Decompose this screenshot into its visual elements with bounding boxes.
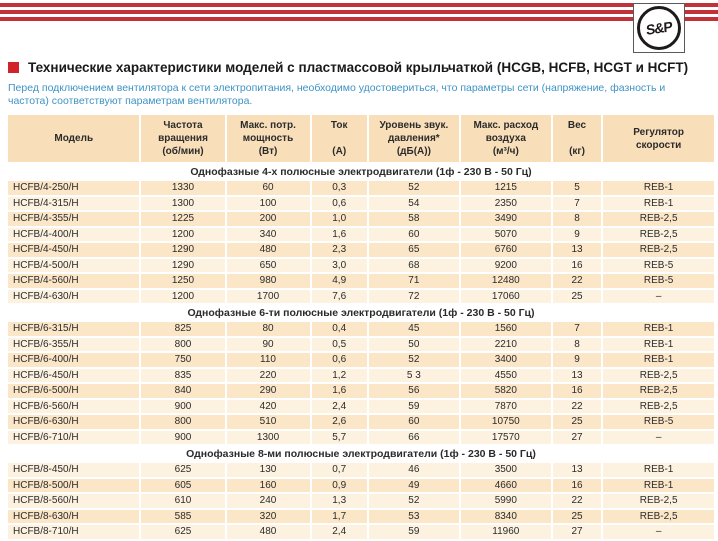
table-row bbox=[8, 494, 714, 508]
cell-power: 980 bbox=[227, 274, 310, 288]
cell-weight: 9 bbox=[553, 228, 601, 242]
cell-rpm: 1200 bbox=[141, 228, 224, 242]
cell-current: 1,6 bbox=[312, 384, 367, 398]
cell-current: 0,3 bbox=[312, 181, 367, 195]
cell-weight: 27 bbox=[553, 525, 601, 539]
cell-rpm: 800 bbox=[141, 415, 224, 429]
cell-power: 650 bbox=[227, 259, 310, 273]
column-header-noise: Уровень звук. давления* (дБ(А)) bbox=[369, 115, 459, 162]
cell-power: 340 bbox=[227, 228, 310, 242]
column-header-current: Ток (А) bbox=[312, 115, 367, 162]
cell-power: 1300 bbox=[227, 431, 310, 445]
cell-regulator: REB-2,5 bbox=[603, 228, 714, 242]
cell-weight: 8 bbox=[553, 212, 601, 226]
cell-airflow: 5820 bbox=[461, 384, 551, 398]
cell-weight: 5 bbox=[553, 181, 601, 195]
cell-weight: 25 bbox=[553, 290, 601, 304]
cell-model: HCFB/4-315/H bbox=[8, 197, 139, 211]
cell-airflow: 10750 bbox=[461, 415, 551, 429]
cell-weight: 22 bbox=[553, 274, 601, 288]
cell-model: HCFB/6-630/H bbox=[8, 415, 139, 429]
cell-regulator: REB-2,5 bbox=[603, 384, 714, 398]
cell-regulator: REB-1 bbox=[603, 338, 714, 352]
cell-regulator: REB-2,5 bbox=[603, 369, 714, 383]
brand-stripe bbox=[0, 3, 718, 7]
cell-rpm: 825 bbox=[141, 322, 224, 336]
column-header-rpm: Частота вращения (об/мин) bbox=[141, 115, 224, 162]
cell-airflow: 2210 bbox=[461, 338, 551, 352]
cell-airflow: 3500 bbox=[461, 463, 551, 477]
table-row bbox=[8, 322, 714, 336]
cell-regulator: REB-1 bbox=[603, 463, 714, 477]
cell-rpm: 1290 bbox=[141, 259, 224, 273]
cell-weight: 8 bbox=[553, 338, 601, 352]
table-row bbox=[8, 431, 714, 445]
cell-current: 0,5 bbox=[312, 338, 367, 352]
cell-regulator: – bbox=[603, 431, 714, 445]
cell-current: 2,4 bbox=[312, 400, 367, 414]
sp-logo-text: S&P bbox=[645, 18, 673, 38]
cell-rpm: 1225 bbox=[141, 212, 224, 226]
cell-current: 0,6 bbox=[312, 353, 367, 367]
cell-airflow: 3400 bbox=[461, 353, 551, 367]
cell-noise: 53 bbox=[369, 510, 459, 524]
cell-regulator: REB-1 bbox=[603, 181, 714, 195]
cell-power: 510 bbox=[227, 415, 310, 429]
section-header-row bbox=[8, 305, 714, 320]
cell-model: HCFB/4-630/H bbox=[8, 290, 139, 304]
cell-weight: 16 bbox=[553, 384, 601, 398]
cell-regulator: REB-2,5 bbox=[603, 243, 714, 257]
column-header-model: Модель bbox=[8, 115, 139, 162]
cell-airflow: 8340 bbox=[461, 510, 551, 524]
cell-airflow: 1215 bbox=[461, 181, 551, 195]
cell-regulator: REB-1 bbox=[603, 197, 714, 211]
table-row bbox=[8, 197, 714, 211]
cell-model: HCFB/4-250/H bbox=[8, 181, 139, 195]
cell-rpm: 625 bbox=[141, 525, 224, 539]
cell-noise: 54 bbox=[369, 197, 459, 211]
cell-noise: 5 3 bbox=[369, 369, 459, 383]
cell-rpm: 800 bbox=[141, 338, 224, 352]
cell-noise: 52 bbox=[369, 494, 459, 508]
cell-rpm: 625 bbox=[141, 463, 224, 477]
cell-noise: 68 bbox=[369, 259, 459, 273]
table-row bbox=[8, 369, 714, 383]
cell-weight: 25 bbox=[553, 415, 601, 429]
section-title: Однофазные 8-ми полюсные электродвигатели (1ф - 230 В - 50 Гц) bbox=[8, 446, 714, 461]
cell-weight: 7 bbox=[553, 322, 601, 336]
cell-current: 1,0 bbox=[312, 212, 367, 226]
cell-model: HCFB/4-560/H bbox=[8, 274, 139, 288]
spec-table bbox=[6, 113, 716, 541]
cell-airflow: 17570 bbox=[461, 431, 551, 445]
cell-noise: 60 bbox=[369, 415, 459, 429]
brand-header bbox=[0, 0, 718, 54]
section-title: Однофазные 4-х полюсные электродвигатели (1ф - 230 В - 50 Гц) bbox=[8, 164, 714, 179]
cell-current: 0,9 bbox=[312, 479, 367, 493]
cell-weight: 27 bbox=[553, 431, 601, 445]
cell-regulator: REB-2,5 bbox=[603, 494, 714, 508]
cell-airflow: 1560 bbox=[461, 322, 551, 336]
cell-power: 240 bbox=[227, 494, 310, 508]
cell-regulator: REB-2,5 bbox=[603, 510, 714, 524]
cell-noise: 59 bbox=[369, 525, 459, 539]
column-header-airflow: Макс. расход воздуха (м³/ч) bbox=[461, 115, 551, 162]
cell-power: 100 bbox=[227, 197, 310, 211]
cell-regulator: REB-1 bbox=[603, 353, 714, 367]
cell-weight: 16 bbox=[553, 479, 601, 493]
cell-current: 4,9 bbox=[312, 274, 367, 288]
table-row bbox=[8, 400, 714, 414]
cell-model: HCFB/6-315/H bbox=[8, 322, 139, 336]
cell-regulator: REB-5 bbox=[603, 259, 714, 273]
cell-airflow: 6760 bbox=[461, 243, 551, 257]
cell-rpm: 1200 bbox=[141, 290, 224, 304]
cell-rpm: 835 bbox=[141, 369, 224, 383]
cell-current: 3,0 bbox=[312, 259, 367, 273]
cell-model: HCFB/4-400/H bbox=[8, 228, 139, 242]
cell-current: 1,3 bbox=[312, 494, 367, 508]
cell-weight: 7 bbox=[553, 197, 601, 211]
cell-regulator: – bbox=[603, 525, 714, 539]
cell-airflow: 4550 bbox=[461, 369, 551, 383]
cell-regulator: REB-2,5 bbox=[603, 212, 714, 226]
cell-airflow: 11960 bbox=[461, 525, 551, 539]
section-title: Однофазные 6-ти полюсные электродвигатели (1ф - 230 В - 50 Гц) bbox=[8, 305, 714, 320]
section-header-row bbox=[8, 164, 714, 179]
cell-power: 110 bbox=[227, 353, 310, 367]
cell-noise: 60 bbox=[369, 228, 459, 242]
cell-regulator: REB-2,5 bbox=[603, 400, 714, 414]
cell-model: HCFB/4-355/H bbox=[8, 212, 139, 226]
cell-model: HCFB/6-450/H bbox=[8, 369, 139, 383]
table-row bbox=[8, 463, 714, 477]
cell-rpm: 585 bbox=[141, 510, 224, 524]
cell-noise: 52 bbox=[369, 181, 459, 195]
cell-power: 160 bbox=[227, 479, 310, 493]
cell-airflow: 9200 bbox=[461, 259, 551, 273]
cell-model: HCFB/8-500/H bbox=[8, 479, 139, 493]
cell-rpm: 1290 bbox=[141, 243, 224, 257]
section-header-row bbox=[8, 446, 714, 461]
cell-regulator: REB-1 bbox=[603, 479, 714, 493]
cell-airflow: 5070 bbox=[461, 228, 551, 242]
cell-model: HCFB/8-560/H bbox=[8, 494, 139, 508]
cell-weight: 13 bbox=[553, 243, 601, 257]
cell-rpm: 605 bbox=[141, 479, 224, 493]
page-title: Технические характеристики моделей с пластмассовой крыльчаткой (HCGB, HCFB, HCGT и HCFT) bbox=[28, 60, 689, 75]
cell-rpm: 610 bbox=[141, 494, 224, 508]
cell-power: 290 bbox=[227, 384, 310, 398]
cell-power: 1700 bbox=[227, 290, 310, 304]
table-row bbox=[8, 384, 714, 398]
cell-current: 0,6 bbox=[312, 197, 367, 211]
cell-rpm: 1250 bbox=[141, 274, 224, 288]
cell-rpm: 1300 bbox=[141, 197, 224, 211]
cell-weight: 25 bbox=[553, 510, 601, 524]
table-row bbox=[8, 479, 714, 493]
table-row bbox=[8, 353, 714, 367]
cell-weight: 13 bbox=[553, 463, 601, 477]
cell-current: 0,4 bbox=[312, 322, 367, 336]
cell-power: 220 bbox=[227, 369, 310, 383]
table-row bbox=[8, 243, 714, 257]
table-row bbox=[8, 259, 714, 273]
cell-noise: 45 bbox=[369, 322, 459, 336]
table-row bbox=[8, 510, 714, 524]
cell-current: 2,6 bbox=[312, 415, 367, 429]
cell-rpm: 840 bbox=[141, 384, 224, 398]
cell-weight: 16 bbox=[553, 259, 601, 273]
cell-power: 90 bbox=[227, 338, 310, 352]
cell-weight: 22 bbox=[553, 400, 601, 414]
cell-model: HCFB/6-710/H bbox=[8, 431, 139, 445]
table-row bbox=[8, 338, 714, 352]
cell-power: 80 bbox=[227, 322, 310, 336]
brand-stripe bbox=[0, 17, 718, 21]
cell-rpm: 900 bbox=[141, 400, 224, 414]
cell-current: 1,2 bbox=[312, 369, 367, 383]
table-row bbox=[8, 181, 714, 195]
table-row bbox=[8, 274, 714, 288]
cell-noise: 66 bbox=[369, 431, 459, 445]
brand-stripe bbox=[0, 10, 718, 14]
cell-noise: 72 bbox=[369, 290, 459, 304]
cell-power: 480 bbox=[227, 525, 310, 539]
connection-warning-note: Перед подключением вентилятора к сети электропитания, необходимо удостовериться, что параметры сети (напряжение, фазность и частота) соответствуют параметрам вентилятора. bbox=[8, 82, 666, 107]
red-square-bullet-icon bbox=[8, 62, 19, 73]
cell-noise: 65 bbox=[369, 243, 459, 257]
cell-noise: 52 bbox=[369, 353, 459, 367]
cell-model: HCFB/6-355/H bbox=[8, 338, 139, 352]
table-row bbox=[8, 415, 714, 429]
cell-current: 5,7 bbox=[312, 431, 367, 445]
cell-power: 130 bbox=[227, 463, 310, 477]
cell-noise: 71 bbox=[369, 274, 459, 288]
cell-airflow: 7870 bbox=[461, 400, 551, 414]
cell-current: 0,7 bbox=[312, 463, 367, 477]
cell-power: 420 bbox=[227, 400, 310, 414]
cell-noise: 56 bbox=[369, 384, 459, 398]
table-row bbox=[8, 212, 714, 226]
title-row bbox=[0, 54, 718, 75]
cell-rpm: 750 bbox=[141, 353, 224, 367]
cell-noise: 50 bbox=[369, 338, 459, 352]
cell-noise: 46 bbox=[369, 463, 459, 477]
cell-noise: 49 bbox=[369, 479, 459, 493]
table-row bbox=[8, 290, 714, 304]
cell-model: HCFB/4-500/H bbox=[8, 259, 139, 273]
cell-model: HCFB/6-500/H bbox=[8, 384, 139, 398]
cell-weight: 22 bbox=[553, 494, 601, 508]
sp-logo bbox=[633, 3, 685, 53]
table-row bbox=[8, 228, 714, 242]
column-header-regulator: Регулятор скорости bbox=[603, 115, 714, 162]
cell-airflow: 3490 bbox=[461, 212, 551, 226]
column-header-power: Макс. потр. мощность (Вт) bbox=[227, 115, 310, 162]
cell-model: HCFB/8-630/H bbox=[8, 510, 139, 524]
cell-airflow: 4660 bbox=[461, 479, 551, 493]
cell-power: 480 bbox=[227, 243, 310, 257]
cell-noise: 59 bbox=[369, 400, 459, 414]
cell-power: 200 bbox=[227, 212, 310, 226]
cell-model: HCFB/6-400/H bbox=[8, 353, 139, 367]
cell-airflow: 12480 bbox=[461, 274, 551, 288]
cell-current: 7,6 bbox=[312, 290, 367, 304]
cell-weight: 9 bbox=[553, 353, 601, 367]
column-header-weight: Вес (кг) bbox=[553, 115, 601, 162]
cell-regulator: REB-5 bbox=[603, 274, 714, 288]
cell-noise: 58 bbox=[369, 212, 459, 226]
cell-airflow: 5990 bbox=[461, 494, 551, 508]
cell-weight: 13 bbox=[553, 369, 601, 383]
cell-rpm: 900 bbox=[141, 431, 224, 445]
cell-power: 320 bbox=[227, 510, 310, 524]
cell-model: HCFB/6-560/H bbox=[8, 400, 139, 414]
cell-rpm: 1330 bbox=[141, 181, 224, 195]
cell-current: 1,6 bbox=[312, 228, 367, 242]
cell-airflow: 17060 bbox=[461, 290, 551, 304]
cell-current: 2,3 bbox=[312, 243, 367, 257]
cell-current: 1,7 bbox=[312, 510, 367, 524]
cell-current: 2,4 bbox=[312, 525, 367, 539]
sp-logo-icon bbox=[637, 6, 681, 50]
cell-regulator: REB-1 bbox=[603, 322, 714, 336]
cell-airflow: 2350 bbox=[461, 197, 551, 211]
cell-model: HCFB/4-450/H bbox=[8, 243, 139, 257]
table-row bbox=[8, 525, 714, 539]
cell-model: HCFB/8-450/H bbox=[8, 463, 139, 477]
cell-regulator: REB-5 bbox=[603, 415, 714, 429]
cell-regulator: – bbox=[603, 290, 714, 304]
cell-model: HCFB/8-710/H bbox=[8, 525, 139, 539]
cell-power: 60 bbox=[227, 181, 310, 195]
